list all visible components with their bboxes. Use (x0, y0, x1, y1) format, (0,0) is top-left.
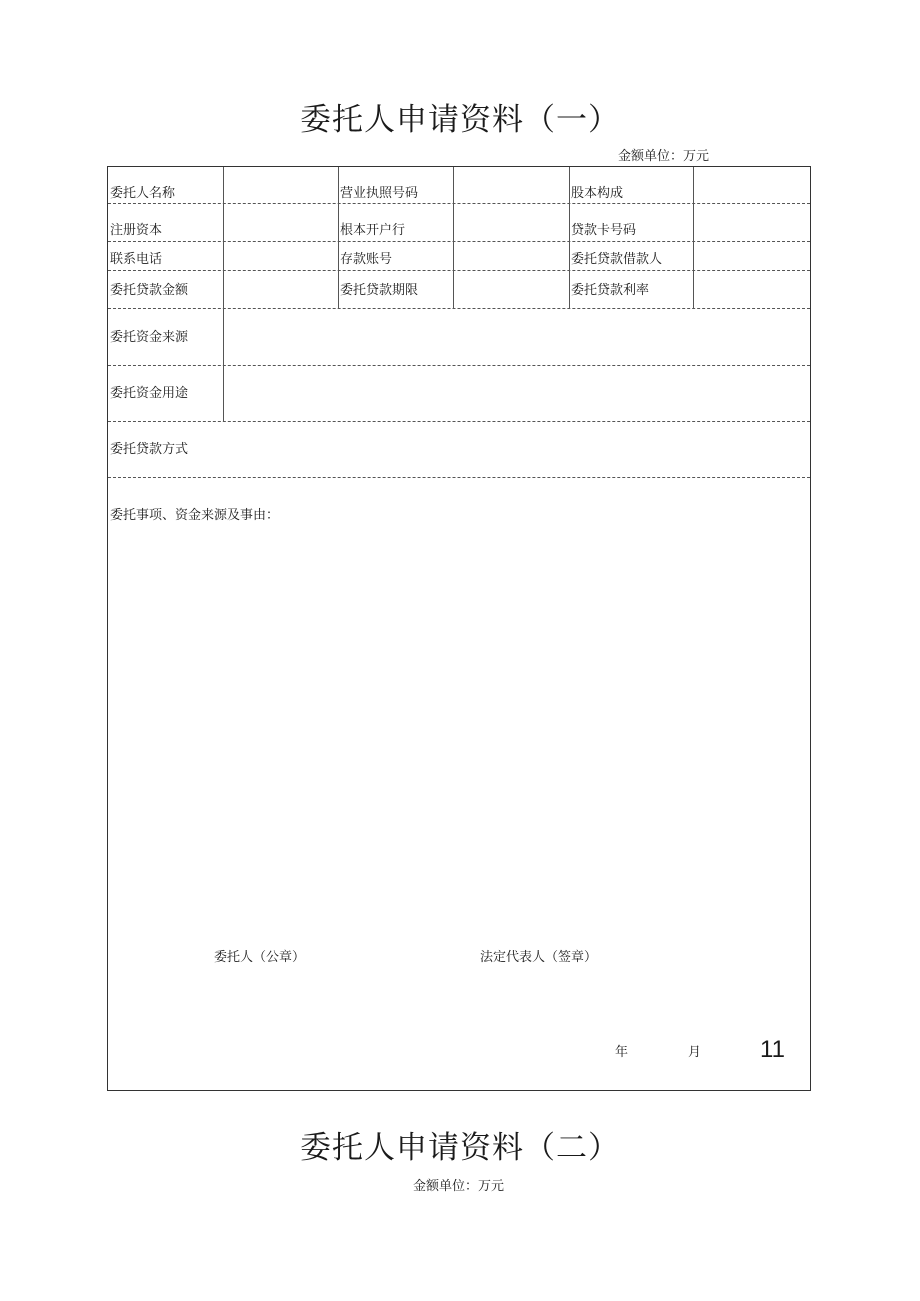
label-registered-capital: 注册资本 (110, 223, 163, 238)
form2-title: 委托人申请资料（二） (300, 1130, 620, 1166)
row-divider (108, 203, 810, 204)
label-entrusted-loan-rate: 委托贷款利率 (571, 283, 650, 298)
row-divider (108, 365, 810, 366)
row-divider (108, 477, 810, 478)
label-year: 年 (615, 1045, 629, 1060)
label-entrusted-loan-term: 委托贷款期限 (340, 283, 419, 298)
column-divider (569, 167, 570, 308)
label-trustor-name: 委托人名称 (110, 186, 176, 201)
label-month: 月 (688, 1045, 702, 1060)
label-share-structure: 股本构成 (571, 186, 624, 201)
form2-amount-unit: 金额单位：万元 (413, 1179, 505, 1194)
row-divider (108, 241, 810, 242)
label-legal-representative-signature: 法定代表人（签章） (480, 950, 598, 965)
row-divider (108, 308, 810, 309)
column-divider (223, 308, 224, 421)
label-entrusted-loan-amount: 委托贷款金额 (110, 283, 189, 298)
label-matters-and-reasons: 委托事项、资金来源及事由： (110, 508, 280, 523)
label-basic-account-bank: 根本开户行 (340, 223, 406, 238)
label-loan-method: 委托贷款方式 (110, 442, 189, 457)
row-divider (108, 421, 810, 422)
label-entrusted-borrower: 委托贷款借款人 (571, 252, 663, 267)
day-value: 11 (760, 1036, 785, 1063)
label-fund-use: 委托资金用途 (110, 386, 189, 401)
label-trustor-seal: 委托人（公章） (214, 950, 306, 965)
label-deposit-account: 存款账号 (340, 252, 393, 267)
row-divider (108, 270, 810, 271)
label-phone: 联系电话 (110, 252, 163, 267)
column-divider (338, 167, 339, 308)
column-divider (693, 167, 694, 308)
column-divider (453, 167, 454, 308)
label-fund-source: 委托资金来源 (110, 330, 189, 345)
application-form-one (107, 166, 811, 1091)
form1-amount-unit: 金额单位：万元 (618, 149, 710, 164)
label-loan-card-no: 贷款卡号码 (571, 223, 637, 238)
label-business-license-no: 营业执照号码 (340, 186, 419, 201)
form1-title: 委托人申请资料（一） (300, 102, 620, 138)
column-divider (223, 167, 224, 308)
